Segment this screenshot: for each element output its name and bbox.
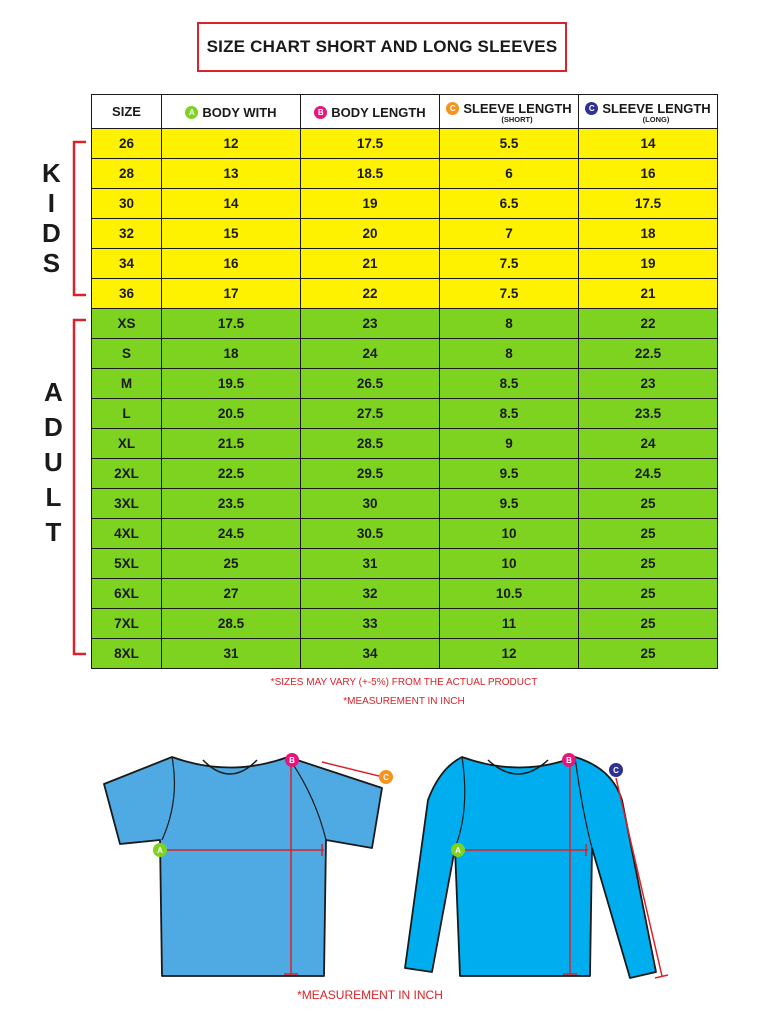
cell-sleeve-short: 12 bbox=[440, 639, 579, 669]
cell-body-width: 13 bbox=[162, 159, 301, 189]
table-row bbox=[92, 309, 718, 339]
cell-body-length: 30 bbox=[301, 489, 440, 519]
adult-letter: T bbox=[45, 517, 62, 547]
kids-letter: I bbox=[47, 188, 55, 218]
cell-sleeve-long: 22 bbox=[579, 309, 718, 339]
cell-body-width: 31 bbox=[162, 639, 301, 669]
cell-body-width: 19.5 bbox=[162, 369, 301, 399]
cell-body-width: 17.5 bbox=[162, 309, 301, 339]
header-size: SIZE bbox=[92, 95, 162, 129]
svg-text:B: B bbox=[566, 756, 572, 765]
cell-body-width: 22.5 bbox=[162, 459, 301, 489]
shirt-measurement-illustration bbox=[0, 740, 768, 985]
cell-sleeve-short: 6 bbox=[440, 159, 579, 189]
cell-size: S bbox=[92, 339, 162, 369]
cell-body-length: 31 bbox=[301, 549, 440, 579]
table-row bbox=[92, 489, 718, 519]
header-sleeve-long-sub: (LONG) bbox=[642, 114, 670, 124]
svg-text:A: A bbox=[455, 846, 461, 855]
cell-sleeve-long: 18 bbox=[579, 219, 718, 249]
cell-body-length: 32 bbox=[301, 579, 440, 609]
kids-letter: S bbox=[42, 248, 61, 278]
cell-body-length: 27.5 bbox=[301, 399, 440, 429]
cell-sleeve-short: 8 bbox=[440, 339, 579, 369]
adult-bracket bbox=[70, 318, 90, 660]
cell-body-width: 16 bbox=[162, 249, 301, 279]
adult-letter: A bbox=[44, 377, 63, 407]
cell-body-length: 21 bbox=[301, 249, 440, 279]
header-body-length bbox=[301, 95, 440, 129]
table-row bbox=[92, 369, 718, 399]
table-row bbox=[92, 639, 718, 669]
svg-text:C: C bbox=[383, 773, 389, 782]
header-sleeve-long-label: SLEEVE LENGTH bbox=[602, 101, 711, 117]
header-sleeve-short bbox=[440, 95, 579, 129]
kids-label bbox=[42, 160, 61, 276]
cell-body-length: 20 bbox=[301, 219, 440, 249]
adult-letter: U bbox=[44, 447, 63, 477]
cell-body-length: 22 bbox=[301, 279, 440, 309]
cell-sleeve-short: 10.5 bbox=[440, 579, 579, 609]
cell-body-width: 17 bbox=[162, 279, 301, 309]
table-row bbox=[92, 339, 718, 369]
page-title: SIZE CHART SHORT AND LONG SLEEVES bbox=[197, 22, 567, 72]
kids-letter: D bbox=[42, 218, 61, 248]
table-row bbox=[92, 429, 718, 459]
cell-sleeve-long: 25 bbox=[579, 639, 718, 669]
adult-letter: D bbox=[44, 412, 63, 442]
badge-c-long-icon: C bbox=[585, 102, 598, 115]
cell-size: 36 bbox=[92, 279, 162, 309]
cell-sleeve-long: 17.5 bbox=[579, 189, 718, 219]
cell-sleeve-long: 25 bbox=[579, 609, 718, 639]
cell-body-length: 19 bbox=[301, 189, 440, 219]
table-row bbox=[92, 129, 718, 159]
table-row bbox=[92, 219, 718, 249]
table-row bbox=[92, 519, 718, 549]
table-header-row bbox=[92, 95, 718, 129]
cell-body-width: 15 bbox=[162, 219, 301, 249]
cell-sleeve-short: 10 bbox=[440, 549, 579, 579]
cell-sleeve-short: 5.5 bbox=[440, 129, 579, 159]
cell-sleeve-short: 8 bbox=[440, 309, 579, 339]
cell-body-length: 29.5 bbox=[301, 459, 440, 489]
cell-sleeve-long: 22.5 bbox=[579, 339, 718, 369]
cell-body-width: 21.5 bbox=[162, 429, 301, 459]
header-sleeve-short-label: SLEEVE LENGTH bbox=[463, 101, 572, 117]
table-row bbox=[92, 549, 718, 579]
cell-size: 28 bbox=[92, 159, 162, 189]
cell-size: 30 bbox=[92, 189, 162, 219]
cell-size: L bbox=[92, 399, 162, 429]
table-row bbox=[92, 579, 718, 609]
cell-body-width: 23.5 bbox=[162, 489, 301, 519]
cell-sleeve-long: 21 bbox=[579, 279, 718, 309]
size-chart-table bbox=[91, 94, 718, 669]
cell-sleeve-short: 7.5 bbox=[440, 279, 579, 309]
cell-body-width: 25 bbox=[162, 549, 301, 579]
cell-sleeve-short: 8.5 bbox=[440, 399, 579, 429]
cell-size: XS bbox=[92, 309, 162, 339]
short-sleeve-shirt-icon bbox=[104, 757, 382, 976]
cell-body-width: 27 bbox=[162, 579, 301, 609]
cell-sleeve-long: 25 bbox=[579, 579, 718, 609]
cell-size: XL bbox=[92, 429, 162, 459]
cell-sleeve-short: 9.5 bbox=[440, 489, 579, 519]
cell-body-width: 20.5 bbox=[162, 399, 301, 429]
badge-a-icon: A bbox=[185, 106, 198, 119]
table-row bbox=[92, 459, 718, 489]
cell-size: 26 bbox=[92, 129, 162, 159]
cell-size: 7XL bbox=[92, 609, 162, 639]
cell-body-length: 23 bbox=[301, 309, 440, 339]
cell-body-length: 26.5 bbox=[301, 369, 440, 399]
cell-body-width: 12 bbox=[162, 129, 301, 159]
kids-letter: K bbox=[42, 158, 61, 188]
cell-sleeve-short: 8.5 bbox=[440, 369, 579, 399]
cell-body-length: 30.5 bbox=[301, 519, 440, 549]
header-sleeve-long bbox=[579, 95, 718, 129]
header-body-width bbox=[162, 95, 301, 129]
cell-size: 4XL bbox=[92, 519, 162, 549]
cell-size: M bbox=[92, 369, 162, 399]
cell-sleeve-long: 23 bbox=[579, 369, 718, 399]
cell-sleeve-short: 11 bbox=[440, 609, 579, 639]
header-sleeve-short-sub: (SHORT) bbox=[501, 114, 533, 124]
cell-body-length: 18.5 bbox=[301, 159, 440, 189]
cell-sleeve-long: 16 bbox=[579, 159, 718, 189]
footer-measurement-note: *MEASUREMENT IN INCH bbox=[297, 988, 443, 1002]
cell-sleeve-short: 9.5 bbox=[440, 459, 579, 489]
cell-sleeve-long: 24.5 bbox=[579, 459, 718, 489]
table-row bbox=[92, 159, 718, 189]
cell-body-width: 24.5 bbox=[162, 519, 301, 549]
cell-size: 3XL bbox=[92, 489, 162, 519]
cell-sleeve-long: 25 bbox=[579, 519, 718, 549]
cell-size: 5XL bbox=[92, 549, 162, 579]
table-row bbox=[92, 609, 718, 639]
svg-text:C: C bbox=[613, 766, 619, 775]
cell-sleeve-long: 25 bbox=[579, 549, 718, 579]
cell-body-length: 28.5 bbox=[301, 429, 440, 459]
badge-c-short-icon: C bbox=[446, 102, 459, 115]
cell-body-length: 24 bbox=[301, 339, 440, 369]
cell-size: 32 bbox=[92, 219, 162, 249]
cell-body-width: 28.5 bbox=[162, 609, 301, 639]
size-variance-note: *SIZES MAY VARY (+-5%) FROM THE ACTUAL PRODUCT bbox=[270, 677, 538, 688]
cell-body-width: 18 bbox=[162, 339, 301, 369]
cell-size: 6XL bbox=[92, 579, 162, 609]
adult-letter: L bbox=[45, 482, 62, 512]
cell-sleeve-short: 7.5 bbox=[440, 249, 579, 279]
measurement-unit-note: *MEASUREMENT IN INCH bbox=[343, 696, 465, 707]
cell-sleeve-long: 23.5 bbox=[579, 399, 718, 429]
header-body-length-label: BODY LENGTH bbox=[331, 105, 426, 120]
table-row bbox=[92, 189, 718, 219]
svg-text:B: B bbox=[289, 756, 295, 765]
cell-sleeve-short: 6.5 bbox=[440, 189, 579, 219]
cell-size: 34 bbox=[92, 249, 162, 279]
cell-sleeve-short: 7 bbox=[440, 219, 579, 249]
table-row bbox=[92, 399, 718, 429]
cell-body-length: 34 bbox=[301, 639, 440, 669]
svg-text:A: A bbox=[157, 846, 163, 855]
cell-sleeve-long: 24 bbox=[579, 429, 718, 459]
cell-body-length: 17.5 bbox=[301, 129, 440, 159]
badge-b-icon: B bbox=[314, 106, 327, 119]
table-row bbox=[92, 249, 718, 279]
adult-label bbox=[44, 379, 63, 545]
cell-size: 2XL bbox=[92, 459, 162, 489]
table-row bbox=[92, 279, 718, 309]
header-body-width-label: BODY WITH bbox=[202, 105, 277, 120]
cell-sleeve-short: 10 bbox=[440, 519, 579, 549]
cell-body-width: 14 bbox=[162, 189, 301, 219]
cell-size: 8XL bbox=[92, 639, 162, 669]
kids-bracket bbox=[70, 140, 90, 300]
cell-body-length: 33 bbox=[301, 609, 440, 639]
cell-sleeve-long: 25 bbox=[579, 489, 718, 519]
cell-sleeve-long: 14 bbox=[579, 129, 718, 159]
cell-sleeve-short: 9 bbox=[440, 429, 579, 459]
cell-sleeve-long: 19 bbox=[579, 249, 718, 279]
